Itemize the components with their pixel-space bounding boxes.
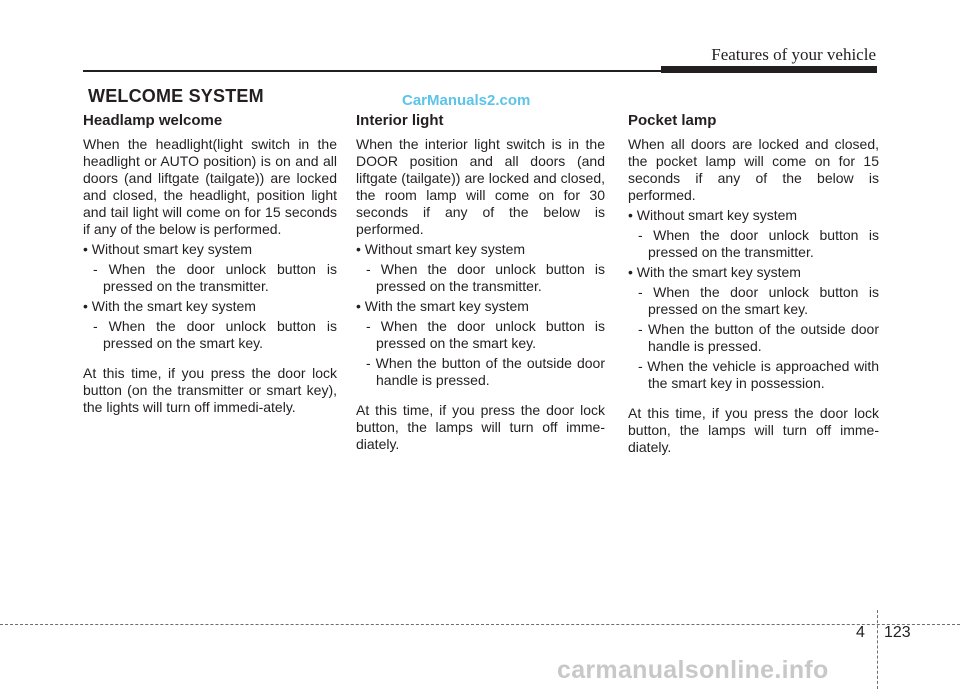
sub-item-door-handle: - When the button of the outside door handle is pressed.	[638, 321, 879, 354]
sub-item-transmitter: - When the door unlock button is pressed on the transmitter.	[638, 227, 879, 260]
sub-item-smart-key: - When the door unlock button is pressed on the smart key.	[93, 318, 337, 351]
sub-item-transmitter: - When the door unlock button is pressed on the transmitter.	[366, 261, 605, 294]
chapter-number: 4	[856, 624, 865, 641]
sub-item-smart-key: - When the door unlock button is pressed on the smart key.	[638, 284, 879, 317]
sub-item-transmitter: - When the door unlock button is pressed on the transmitter.	[93, 261, 337, 294]
sub-item-door-handle: - When the button of the outside door handle is pressed.	[366, 355, 605, 388]
watermark-bottom: carmanualsonline.info	[557, 656, 829, 684]
sub-item-smart-key: - When the door unlock button is pressed on the smart key.	[366, 318, 605, 351]
footer-divider	[0, 624, 960, 625]
sub-item-approach: - When the vehicle is approached with the smart key in possession.	[638, 358, 879, 391]
watermark-top: CarManuals2.com	[402, 92, 531, 109]
bullet-with-smart-key: • With the smart key system	[83, 298, 256, 314]
bullet-with-smart-key: • With the smart key system	[628, 264, 801, 280]
paragraph-intro: When the headlight(light switch in the headlight or AUTO position) is on and all doors (and liftgate (tailgate)) are locked and closed, the headlight, position light and tail light will come on for 15 seconds if any of the below is performed.	[83, 136, 337, 237]
bullet-without-smart-key: • Without smart key system	[356, 241, 526, 257]
paragraph-outro: At this time, if you press the door lock button, the lamps will turn off imme-diately.	[628, 405, 879, 455]
running-header: Features of your vehicle	[711, 45, 876, 64]
heading-interior-light: Interior light	[356, 112, 444, 129]
column-interior-light	[356, 112, 605, 453]
heading-pocket-lamp: Pocket lamp	[628, 112, 717, 129]
bullet-without-smart-key: • Without smart key system	[628, 207, 798, 223]
paragraph-intro: When all doors are locked and closed, the pocket lamp will come on for 15 seconds if any of the below is performed.	[628, 136, 879, 203]
header-rule	[83, 70, 661, 72]
bullet-without-smart-key: • Without smart key system	[83, 241, 253, 257]
paragraph-intro: When the interior light switch is in the DOOR position and all doors (and liftgate (tailgate)) are locked and closed, the room lamp will come on for 30 seconds if any of the below is performed.	[356, 136, 605, 237]
bullet-with-smart-key: • With the smart key system	[356, 298, 529, 314]
column-headlamp-welcome	[83, 112, 337, 416]
column-pocket-lamp	[628, 112, 879, 456]
section-title: WELCOME SYSTEM	[88, 86, 264, 106]
header-rule-bold	[661, 66, 877, 73]
heading-headlamp-welcome: Headlamp welcome	[83, 112, 223, 129]
page-number-divider	[877, 610, 878, 689]
paragraph-outro: At this time, if you press the door lock button (on the transmitter or smart key), the lights will turn off immedi-ately.	[83, 365, 337, 415]
page-number: 123	[884, 624, 911, 641]
paragraph-outro: At this time, if you press the door lock button, the lamps will turn off imme-diately.	[356, 402, 605, 452]
